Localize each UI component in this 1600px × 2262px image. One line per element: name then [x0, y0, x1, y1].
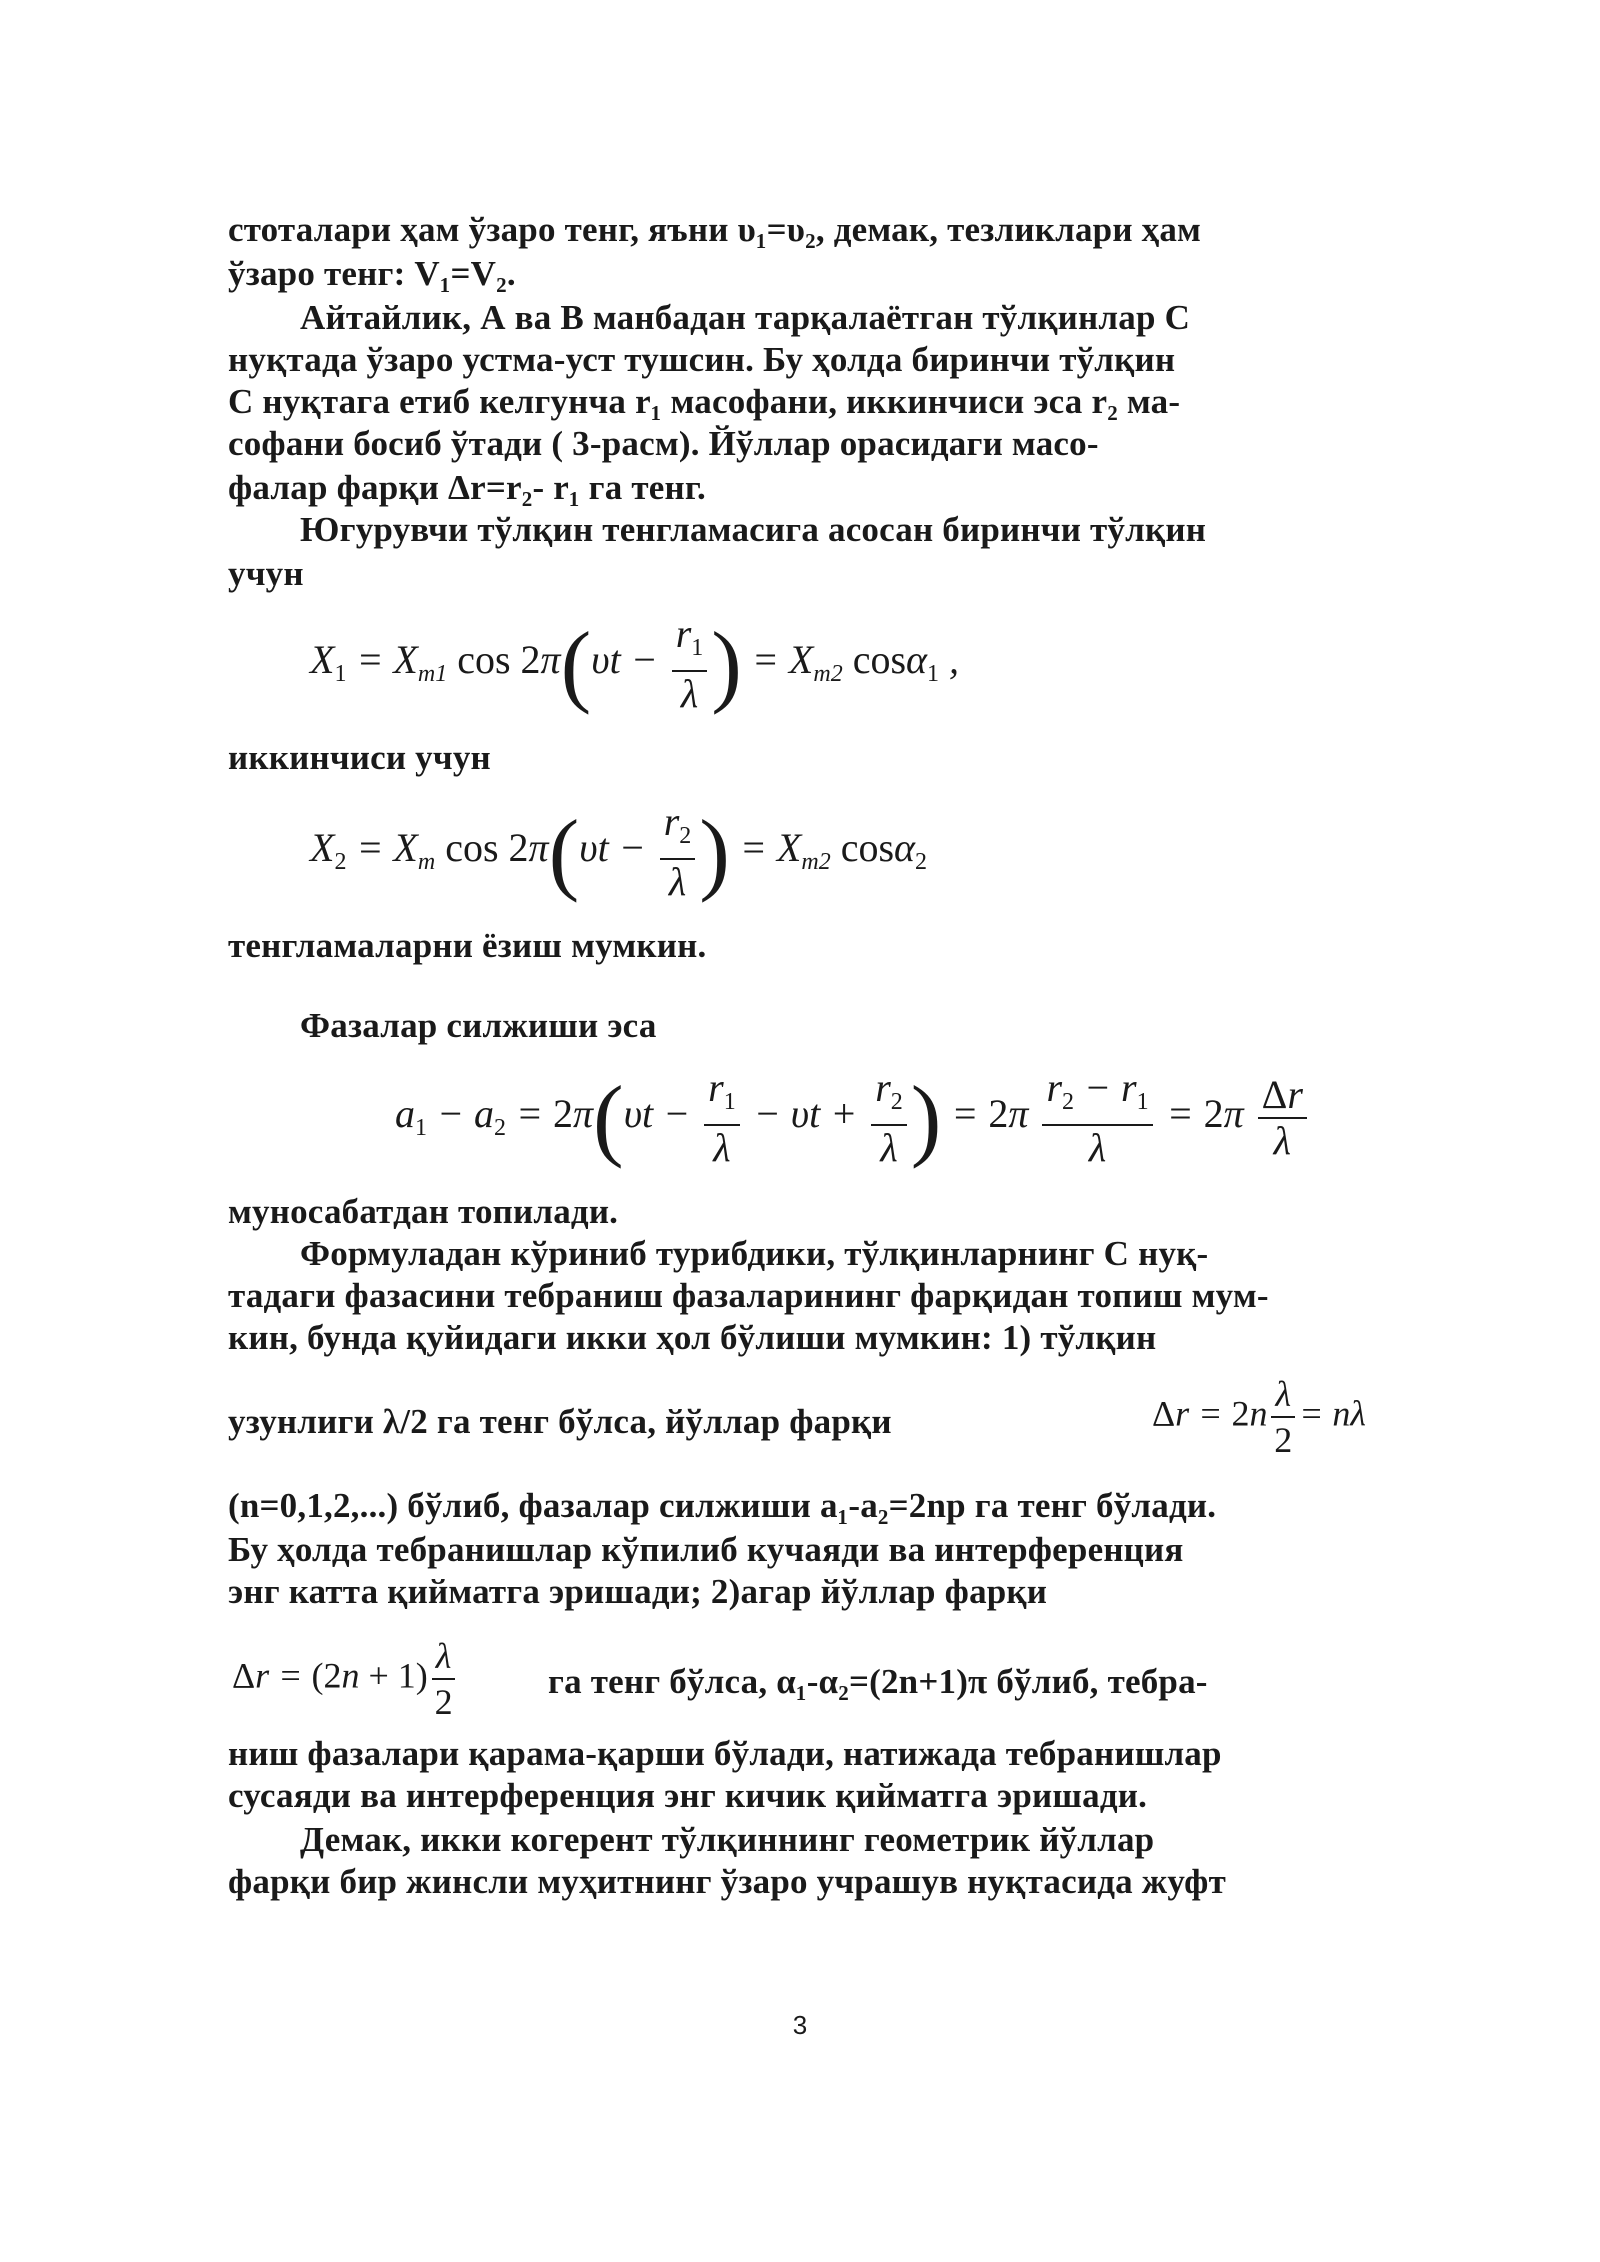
- text-line: стоталари ҳам ўзаро тенг, яъни υ₁=υ₂, демак, тезликлари ҳам: [228, 210, 1202, 249]
- text-line: Демак, икки когерент тўлқиннинг геометрик йўллар: [300, 1820, 1155, 1859]
- text-line: муносабатдан топилади.: [228, 1192, 619, 1231]
- text-line: узунлиги λ/2 га тенг бўлса, йўллар фарқи: [228, 1402, 892, 1441]
- text-line: Бу ҳолда тебранишлар кўпилиб кучаяди ва интерференция: [228, 1530, 1184, 1569]
- text-line: фарқи бир жинсли муҳитнинг ўзаро учрашув нуқтасида жуфт: [228, 1862, 1226, 1901]
- equation-delta-r-max: Δr = 2n $\frac{\lambda}{2}$ = nλ: [1152, 1374, 1366, 1460]
- text-line: Айтайлик, А ва В манбадан тарқалаётган тўлқинлар С: [300, 298, 1191, 337]
- text-line: ниш фазалари қарама-қарши бўлади, натижада тебранишлар: [228, 1734, 1222, 1773]
- text-line: ўзаро тенг: V₁=V₂.: [228, 254, 516, 293]
- equation-delta-r-min: Δr = (2n + 1) $\frac{\lambda}{2}$: [232, 1634, 459, 1724]
- text-line: С нуқтага етиб келгунча r₁ масофани, иккинчиси эса r₂ ма-: [228, 382, 1181, 421]
- text-line: учун: [228, 554, 304, 593]
- text-line: тадаги фазасини тебраниш фазаларининг фарқидан топиш мум-: [228, 1276, 1269, 1315]
- text-line: иккинчиси учун: [228, 738, 491, 777]
- text-line: га тенг бўлса, α₁-α₂=(2n+1)π бўлиб, тебра-: [548, 1662, 1208, 1701]
- text-line: тенгламаларни ёзиш мумкин.: [228, 926, 707, 965]
- text-line: кин, бунда қуйидаги икки ҳол бўлиши мумкин: 1) тўлқин: [228, 1318, 1157, 1357]
- equation-phase: $a_1 - a_2 = 2\pi(\upsilon t$ − $\frac{r_1}{\lambda}$ − υt + $\frac{r_2}{\lambda}$ ) = 2π $\frac{r_2 - r_1}{\lambda}$ = 2π $\frac{\Delta r}{\lambda}$: [395, 1066, 1311, 1170]
- text-line: Югурувчи тўлқин тенгламасига асосан биринчи тўлқин: [300, 510, 1207, 549]
- page-number: 3: [792, 2010, 808, 2040]
- text-line: Формуладан кўриниб турибдики, тўлқинларнинг С нуқ-: [300, 1234, 1209, 1273]
- equation-x2: $X_2 = X_m$ cos 2π(υt − $\frac{r_2}{\lambda}$ ) = $X_{m2}$ cosα$_2$: [310, 799, 928, 904]
- equation-x1: $X_1 = X_{m1}$ cos 2π(υt − $\frac{r_1}{\lambda}$ ) = $X_{m2}$ cosα$_1$ ,: [310, 611, 960, 716]
- text-line: (n=0,1,2,...) бўлиб, фазалар силжиши a₁-a₂=2np га тенг бўлади.: [228, 1486, 1217, 1525]
- text-line: фалар фарқи Δr=r₂- r₁ га тенг.: [228, 468, 707, 507]
- text-line: Фазалар силжиши эса: [300, 1006, 657, 1045]
- text-line: софани босиб ўтади ( 3-расм). Йўллар орасидаги масо-: [228, 424, 1099, 463]
- text-line: нуқтада ўзаро устма-уст тушсин. Бу ҳолда биринчи тўлқин: [228, 340, 1176, 379]
- text-line: энг катта қийматга эришади; 2)агар йўллар фарқи: [228, 1572, 1048, 1611]
- text-line: сусаяди ва интерференция энг кичик қийматга эришади.: [228, 1776, 1148, 1815]
